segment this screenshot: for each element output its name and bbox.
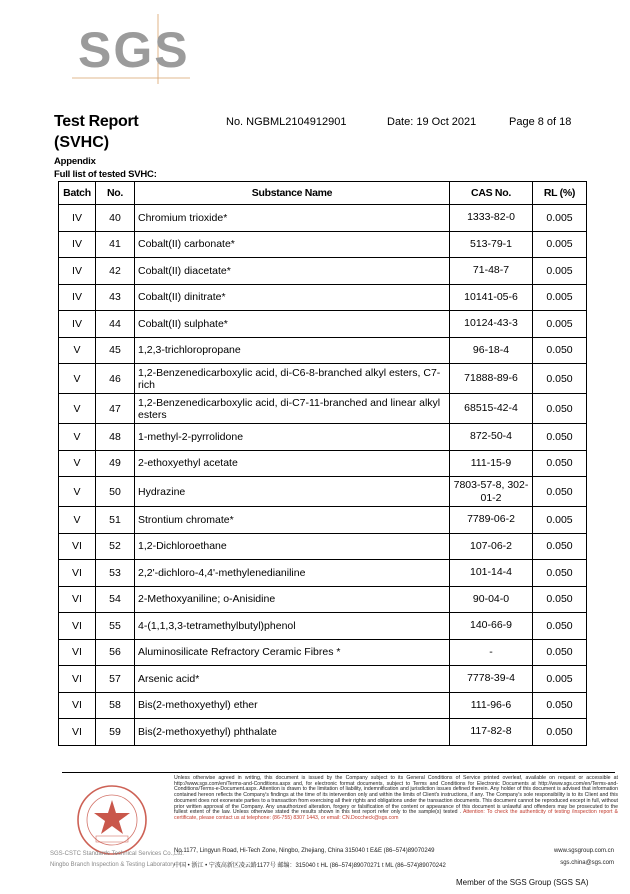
header-substance-name: Substance Name: [135, 182, 450, 205]
rl-cell: 0.050: [533, 477, 587, 507]
report-number: No. NGBML2104912901: [226, 116, 347, 128]
list-title: Full list of tested SVHC:: [54, 169, 157, 180]
no-cell: 56: [96, 639, 135, 666]
legal-text: Unless otherwise agreed in writing, this document is issued by the Company subject to its General Conditions of Service printed overleaf, available on request or accessible at http://www.sgs.com/en/Terms-and-Conditions.aspx and, for electronic format documents, subject to Terms and Conditions for Electronic Documents at http://www.sgs.com/en/Terms-and-Conditions/Terms-e-Document.aspx. Attention is drawn to the limitation of liability, indemnification and jurisdiction issues defined therein. Any holder of this document is advised that information contained hereon reflects the Company's findings at the time of its intervention only and within the limits of Client's instructions, if any. The Company's sole responsibility is to its Client and this document does not exonerate parties to a transaction from exercising all their rights and obligations under the transaction documents. This document cannot be reproduced except in full, without prior written approval of the Company. Any unauthorized alteration, forgery or falsification of the content or appearance of this document is unlawful and offenders may be prosecuted to the fullest extent of the law. Unless otherwise stated the results shown in this test report refer only to the sample(s) tested .: [174, 775, 618, 816]
table-row: [59, 258, 587, 285]
substance-cell: 1,2-Dichloroethane: [135, 533, 450, 560]
cas-cell: 71-48-7: [450, 258, 533, 285]
substance-cell: 4-(1,1,3,3-tetramethylbutyl)phenol: [135, 613, 450, 640]
batch-cell: VI: [59, 666, 96, 693]
batch-cell: IV: [59, 258, 96, 285]
cas-cell: 7778-39-4: [450, 666, 533, 693]
rl-cell: 0.050: [533, 337, 587, 364]
table-row: [59, 337, 587, 364]
report-title: Test Report: [54, 113, 139, 130]
logo-text: SGS: [78, 22, 190, 78]
report-date: Date: 19 Oct 2021: [387, 116, 477, 128]
rl-cell: 0.005: [533, 205, 587, 232]
company-seal-stamp: [62, 784, 166, 856]
substance-cell: 1,2,3-trichloropropane: [135, 337, 450, 364]
rl-cell: 0.050: [533, 364, 587, 394]
batch-cell: V: [59, 394, 96, 424]
table-row: [59, 205, 587, 232]
substance-cell: 2,2'-dichloro-4,4'-methylenedianiline: [135, 560, 450, 587]
batch-cell: IV: [59, 231, 96, 258]
table-row: [59, 613, 587, 640]
no-cell: 48: [96, 424, 135, 451]
address-en-text: No.1177, Lingyun Road, Hi-Tech Zone, Ningbo, Zhejiang, China 315040 t E&E (86–574)89070249: [174, 848, 435, 854]
substance-cell: 2-ethoxyethyl acetate: [135, 450, 450, 477]
table-row: [59, 507, 587, 534]
table-row: [59, 450, 587, 477]
substance-cell: Cobalt(II) dinitrate*: [135, 284, 450, 311]
substance-cell: 1,2-Benzenedicarboxylic acid, di-C6-8-branched alkyl esters, C7-rich: [135, 364, 450, 394]
rl-cell: 0.005: [533, 666, 587, 693]
authenticity-attention: Attention: To check the authenticity of testing /inspection report & certificate, please contact us at telephone: (86-755) 8307 1443, or email: CN.Doccheck@sgs.com: [174, 809, 619, 821]
rl-cell: 0.005: [533, 507, 587, 534]
batch-cell: V: [59, 424, 96, 451]
batch-cell: V: [59, 450, 96, 477]
cas-cell: 1333-82-0: [450, 205, 533, 232]
rl-cell: 0.050: [533, 533, 587, 560]
rl-cell: 0.050: [533, 639, 587, 666]
batch-cell: V: [59, 507, 96, 534]
company-name-left: SGS-CSTC Standards Technical Services Co.,Ltd.: [50, 851, 184, 857]
no-cell: 45: [96, 337, 135, 364]
branch-name-left: Ningbo Branch Inspection & Testing Laboratory: [50, 862, 176, 868]
rl-cell: 0.050: [533, 424, 587, 451]
substance-cell: 1,2-Benzenedicarboxylic acid, di-C7-11-branched and linear alkyl esters: [135, 394, 450, 424]
batch-cell: IV: [59, 205, 96, 232]
cas-cell: 90-04-0: [450, 586, 533, 613]
report-subtitle: (SVHC): [54, 134, 110, 151]
rl-cell: 0.005: [533, 311, 587, 338]
no-cell: 52: [96, 533, 135, 560]
cas-cell: 872-50-4: [450, 424, 533, 451]
header-cas-no: CAS No.: [450, 182, 533, 205]
table-header-row: [59, 182, 587, 205]
rl-cell: 0.005: [533, 231, 587, 258]
batch-cell: VI: [59, 719, 96, 746]
no-cell: 51: [96, 507, 135, 534]
substance-cell: Aluminosilicate Refractory Ceramic Fibres *: [135, 639, 450, 666]
address-chinese: [174, 860, 614, 869]
batch-cell: V: [59, 364, 96, 394]
no-cell: 57: [96, 666, 135, 693]
table-row: [59, 424, 587, 451]
table-row: [59, 692, 587, 719]
table-row: [59, 533, 587, 560]
cas-cell: 7789-06-2: [450, 507, 533, 534]
no-cell: 46: [96, 364, 135, 394]
no-cell: 55: [96, 613, 135, 640]
cas-cell: 7803-57-8, 302-01-2: [450, 477, 533, 507]
substance-cell: Bis(2-methoxyethyl) phthalate: [135, 719, 450, 746]
rl-cell: 0.050: [533, 719, 587, 746]
substance-cell: Cobalt(II) diacetate*: [135, 258, 450, 285]
table-row: [59, 586, 587, 613]
substance-cell: Cobalt(II) sulphate*: [135, 311, 450, 338]
rl-cell: 0.050: [533, 692, 587, 719]
cas-cell: 513-79-1: [450, 231, 533, 258]
no-cell: 42: [96, 258, 135, 285]
batch-cell: VI: [59, 533, 96, 560]
cas-cell: 101-14-4: [450, 560, 533, 587]
table-row: [59, 284, 587, 311]
rl-cell: 0.050: [533, 586, 587, 613]
substance-cell: 2-Methoxyaniline; o-Anisidine: [135, 586, 450, 613]
batch-cell: IV: [59, 311, 96, 338]
no-cell: 47: [96, 394, 135, 424]
no-cell: 54: [96, 586, 135, 613]
address-english: [174, 848, 614, 854]
table-row: [59, 364, 587, 394]
table-row: [59, 231, 587, 258]
appendix-label: Appendix: [54, 156, 96, 167]
email-link[interactable]: sgs.china@sgs.com: [560, 860, 614, 866]
batch-cell: VI: [59, 639, 96, 666]
batch-cell: VI: [59, 613, 96, 640]
no-cell: 53: [96, 560, 135, 587]
batch-cell: V: [59, 337, 96, 364]
batch-cell: VI: [59, 586, 96, 613]
substance-cell: Bis(2-methoxyethyl) ether: [135, 692, 450, 719]
no-cell: 43: [96, 284, 135, 311]
page-number: Page 8 of 18: [509, 116, 572, 128]
cas-cell: 107-06-2: [450, 533, 533, 560]
rl-cell: 0.005: [533, 284, 587, 311]
footer-divider: [62, 772, 615, 773]
no-cell: 50: [96, 477, 135, 507]
rl-cell: 0.050: [533, 394, 587, 424]
no-cell: 44: [96, 311, 135, 338]
cas-cell: 71888-89-6: [450, 364, 533, 394]
substance-cell: Cobalt(II) carbonate*: [135, 231, 450, 258]
substance-cell: Arsenic acid*: [135, 666, 450, 693]
substance-cell: Strontium chromate*: [135, 507, 450, 534]
cas-cell: 68515-42-4: [450, 394, 533, 424]
svhc-table: [58, 181, 587, 746]
cas-cell: 10124-43-3: [450, 311, 533, 338]
batch-cell: IV: [59, 284, 96, 311]
cas-cell: -: [450, 639, 533, 666]
table-row: [59, 394, 587, 424]
no-cell: 58: [96, 692, 135, 719]
substance-cell: Hydrazine: [135, 477, 450, 507]
rl-cell: 0.005: [533, 258, 587, 285]
substance-cell: 1-methyl-2-pyrrolidone: [135, 424, 450, 451]
substance-cell: Chromium trioxide*: [135, 205, 450, 232]
rl-cell: 0.050: [533, 560, 587, 587]
rl-cell: 0.050: [533, 613, 587, 640]
member-of-sgs-group: Member of the SGS Group (SGS SA): [456, 878, 589, 887]
cas-cell: 111-15-9: [450, 450, 533, 477]
website-link[interactable]: www.sgsgroup.com.cn: [553, 848, 614, 854]
table-row: [59, 477, 587, 507]
batch-cell: VI: [59, 560, 96, 587]
table-row: [59, 666, 587, 693]
no-cell: 40: [96, 205, 135, 232]
rl-cell: 0.050: [533, 450, 587, 477]
header-rl: RL (%): [533, 182, 587, 205]
header-batch: Batch: [59, 182, 96, 205]
no-cell: 59: [96, 719, 135, 746]
cas-cell: 10141-05-6: [450, 284, 533, 311]
cas-cell: 96-18-4: [450, 337, 533, 364]
no-cell: 49: [96, 450, 135, 477]
batch-cell: V: [59, 477, 96, 507]
table-row: [59, 311, 587, 338]
header-no: No.: [96, 182, 135, 205]
address-cn-text: 中国 • 浙江 • 宁波高新区凌云路1177号 邮编：315040 t HL (86–574)89070271 t ML (86–574)89070242: [174, 863, 446, 869]
cas-cell: 140-66-9: [450, 613, 533, 640]
table-row: [59, 560, 587, 587]
table-row: [59, 639, 587, 666]
batch-cell: VI: [59, 692, 96, 719]
cas-cell: 117-82-8: [450, 719, 533, 746]
cas-cell: 111-96-6: [450, 692, 533, 719]
table-row: [59, 719, 587, 746]
no-cell: 41: [96, 231, 135, 258]
legal-disclaimer: [174, 776, 618, 822]
